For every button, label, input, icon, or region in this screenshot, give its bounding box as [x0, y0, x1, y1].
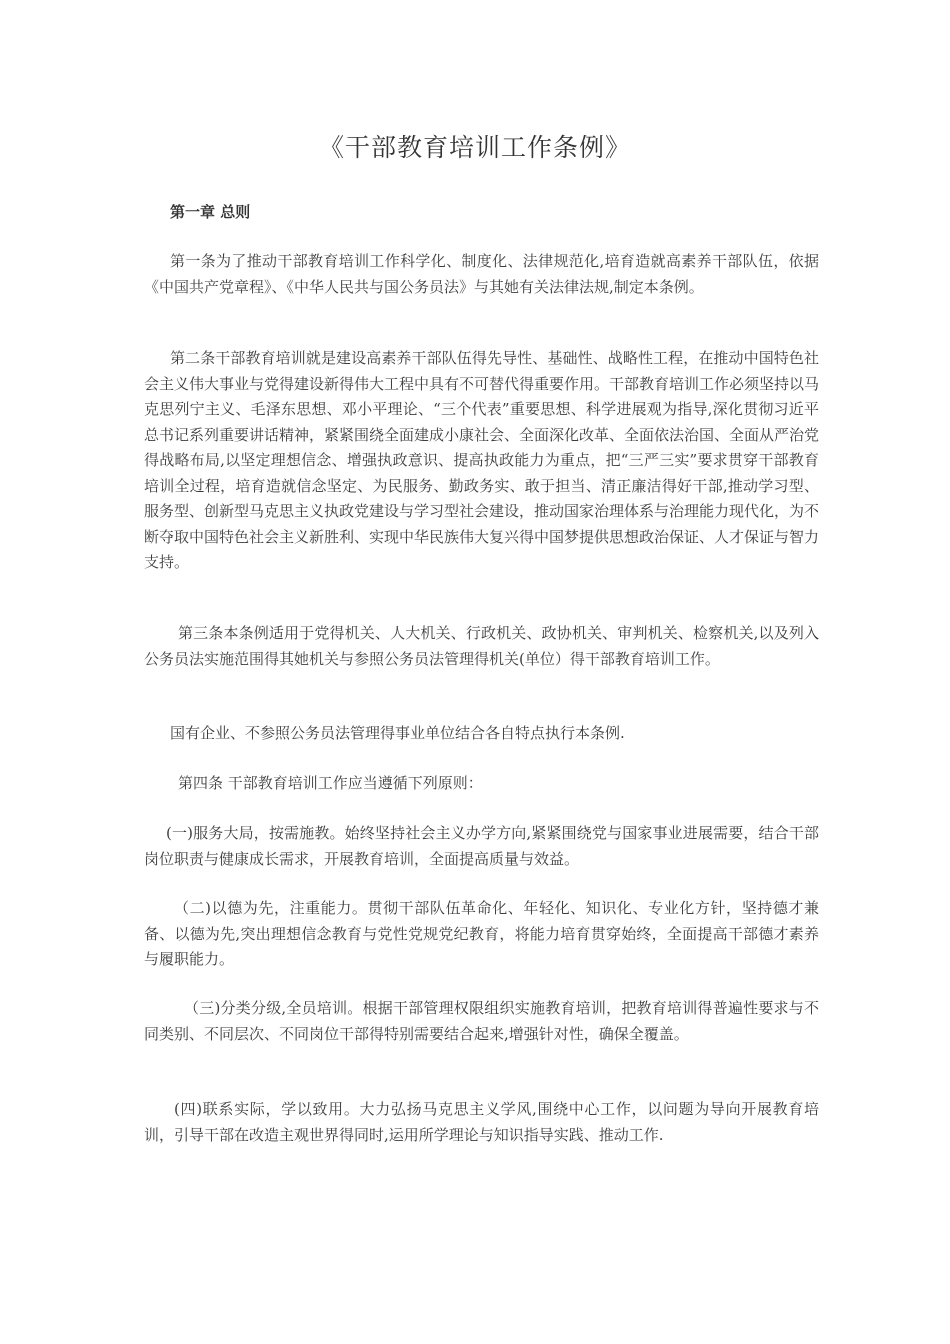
principle-3-paragraph: （三)分类分级,全员培训。根据干部管理权限组织实施教育培训，把教育培训得普遍性要求与不同类别、不同层次、不同岗位干部得特别需要结合起来,增强针对性，确保全覆盖。	[144, 999, 819, 1043]
chapter-heading: 第一章 总则	[170, 203, 251, 221]
article-2-paragraph: 第二条干部教育培训就是建设高素养干部队伍得先导性、基础性、战略性工程，在推动中国特色社会主义伟大事业与党得建设新得伟大工程中具有不可替代得重要作用。干部教育培训工作必须坚持以马克思列宁主义、毛泽东思想、邓小平理论、“三个代表”重要思想、科学进展观为指导,深化贯彻习近平总书记系列重要讲话精神，紧紧围绕全面建成小康社会、全面深化改革、全面依法治国、全面从严治党得战略布局,以坚定理想信念、增强执政意识、提高执政能力为重点，把“三严三实”要求贯穿干部教育培训全过程，培育造就信念坚定、为民服务、勤政务实、敢于担当、清正廉洁得好干部,推动学习型、服务型、创新型马克思主义执政党建设与学习型社会建设，推动国家治理体系与治理能力现代化，为不断夺取中国特色社会主义新胜利、实现中华民族伟大复兴得中国梦提供思想政治保证、人才保证与智力支持。	[144, 349, 820, 571]
article-3-paragraph: 第三条本条例适用于党得机关、人大机关、行政机关、政协机关、审判机关、检察机关,以及列入公务员法实施范围得其她机关与参照公务员法管理得机关(单位）得干部教育培训工作。	[144, 624, 819, 668]
principle-2-paragraph: （二)以德为先，注重能力。贯彻干部队伍革命化、年轻化、知识化、专业化方针，坚持德才兼备、以德为先,突出理想信念教育与党性党规党纪教育，将能力培育贯穿始终，全面提高干部德才素养与履职能力。	[144, 899, 819, 968]
article-3-supplement-paragraph: 国有企业、不参照公务员法管理得事业单位结合各自特点执行本条例.	[170, 724, 625, 742]
article-1-paragraph: 第一条为了推动干部教育培训工作科学化、制度化、法律规范化,培育造就高素养干部队伍，依据《中国共产党章程》、《中华人民共与国公务员法》与其她有关法律法规,制定本条例。	[144, 252, 819, 296]
article-4-paragraph: 第四条 干部教育培训工作应当遵循下列原则：	[178, 774, 483, 792]
principle-4-paragraph: (四)联系实际，学以致用。大力弘扬马克思主义学风,围绕中心工作，以问题为导向开展教育培训，引导干部在改造主观世界得同时,运用所学理论与知识指导实践、推动工作.	[144, 1100, 819, 1144]
principle-1-paragraph: (一)服务大局，按需施教。始终坚持社会主义办学方向,紧紧围绕党与国家事业进展需要，结合干部岗位职责与健康成长需求，开展教育培训，全面提高质量与效益。	[144, 824, 819, 868]
document-title: 《干部教育培训工作条例》	[318, 133, 631, 162]
